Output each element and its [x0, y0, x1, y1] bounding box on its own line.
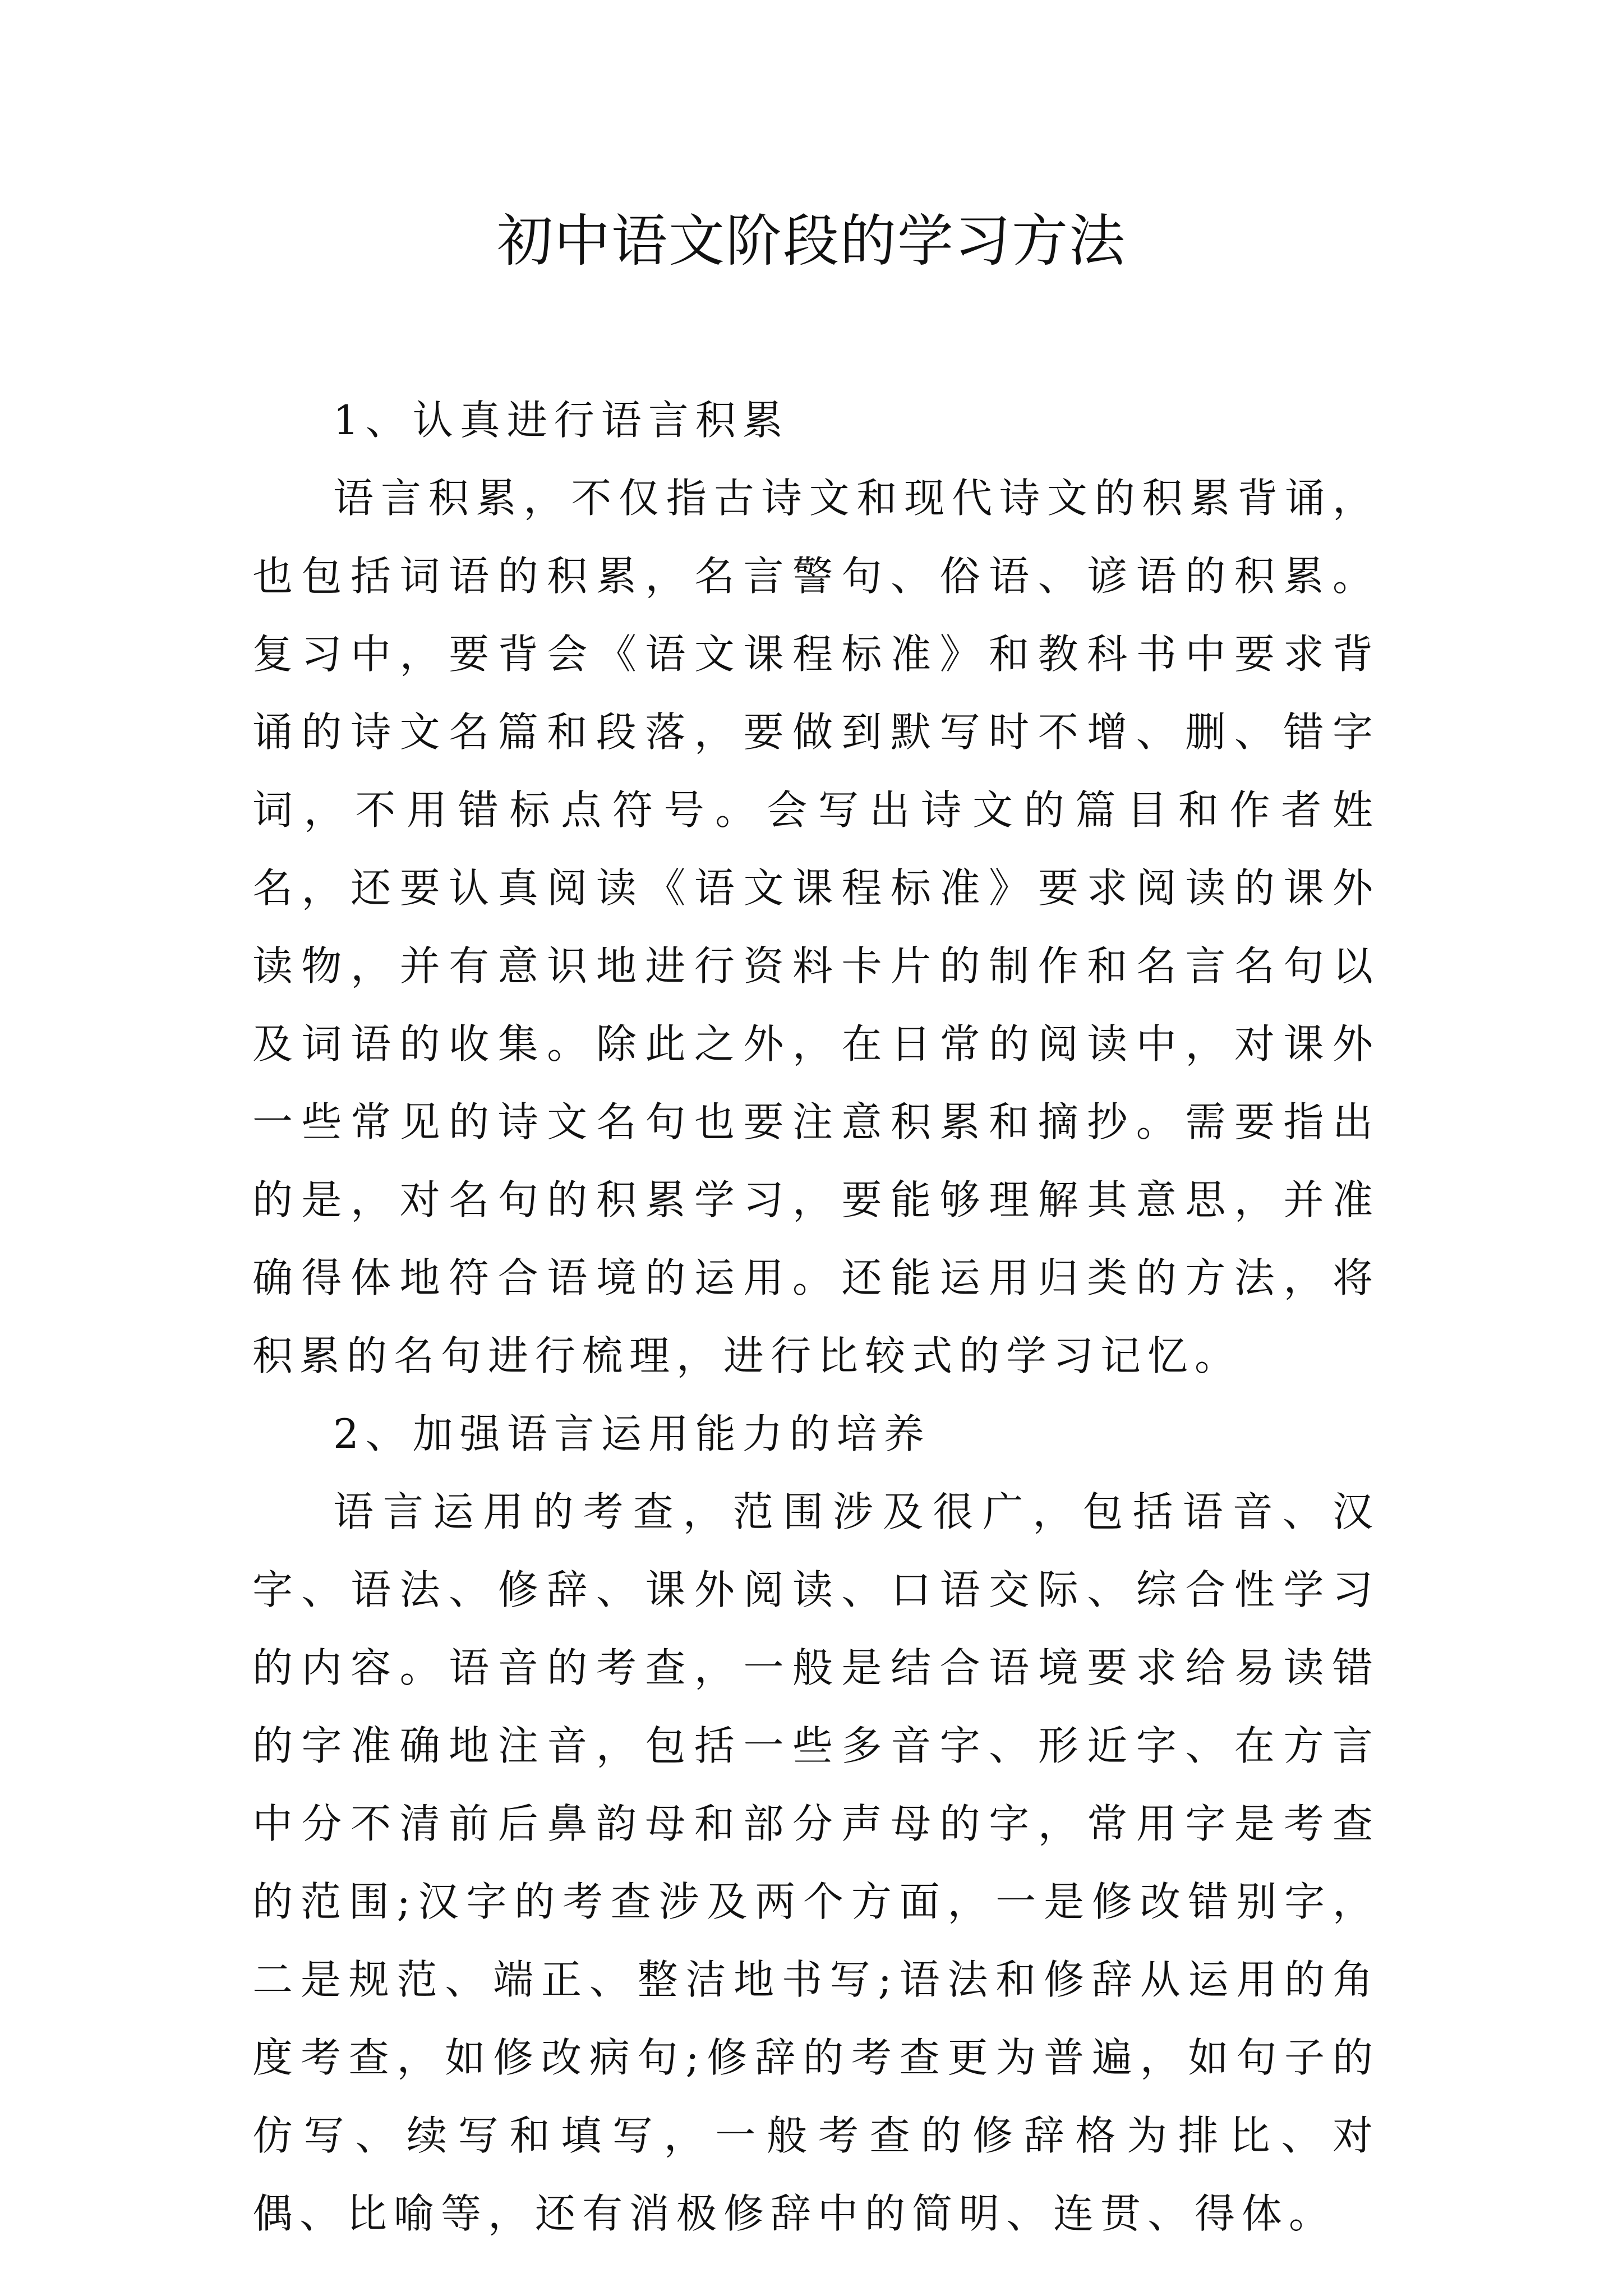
document-body: [252, 381, 1380, 2253]
section-paragraph-2: 语言运用的考查，范围涉及很广，包括语音、汉字、语法、修辞、课外阅读、口语交际、综合性学习的内容。语音的考查，一般是结合语境要求给易读错的字准确地注音，包括一些多音字、形近字、在方言中分不清前后鼻韵母和部分声母的字，常用字是考查的范围;汉字的考查涉及两个方面，一是修改错别字，二是规范、端正、整洁地书写;语法和修辞从运用的角度考查，如修改病句;修辞的考查更为普遍，如句子的仿写、续写和填写，一般考查的修辞格为排比、对偶、比喻等，还有消极修辞中的简明、连贯、得体。: [252, 1488, 1380, 2237]
section-heading-1: 1、认真进行语言积累: [333, 397, 790, 444]
section-heading-2: 2、加强语言运用能力的培养: [333, 1410, 931, 1457]
document-title: 初中语文阶段的学习方法: [497, 208, 1126, 274]
section-paragraph-1: 语言积累，不仅指古诗文和现代诗文的积累背诵，也包括词语的积累，名言警句、俗语、谚语的积累。复习中，要背会《语文课程标准》和教科书中要求背诵的诗文名篇和段落，要做到默写时不增、删、错字词，不用错标点符号。会写出诗文的篇目和作者姓名，还要认真阅读《语文课程标准》要求阅读的课外读物，并有意识地进行资料卡片的制作和名言名句以及词语的收集。除此之外，在日常的阅读中，对课外一些常见的诗文名句也要注意积累和摘抄。需要指出的是，对名句的积累学习，要能够理解其意思，并准确得体地符合语境的运用。还能运用归类的方法，将积累的名句进行梳理，进行比较式的学习记忆。: [252, 475, 1380, 1379]
